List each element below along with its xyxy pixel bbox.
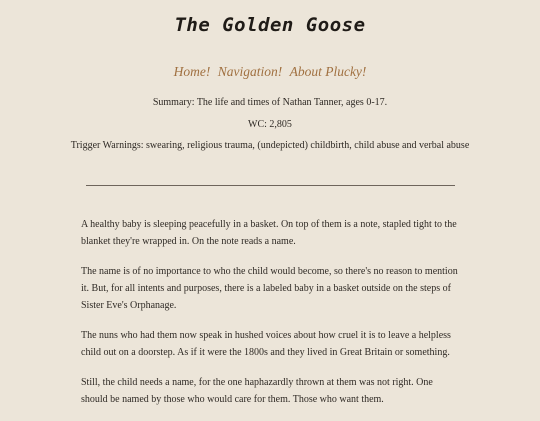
- trigger-warnings: Trigger Warnings: swearing, religious trauma, (undepicted) childbirth, child abuse and verbal abuse: [70, 140, 470, 151]
- divider: [86, 185, 455, 186]
- story-paragraph: A healthy baby is sleeping peacefully in a basket. On top of them is a note, stapled tight to the blanket they're wrapped in. On the note reads a name.: [81, 219, 457, 247]
- story-paragraph: The nuns who had them now speak in hushed voices about how cruel it is to leave a helpless child out on a doorstep. As if it were the 1800s and they lived in Great Britain or something.: [81, 330, 451, 358]
- nav-link-navigation[interactable]: Navigation!: [217, 64, 283, 79]
- nav-bar: [0, 64, 540, 80]
- story-summary: Summary: The life and times of Nathan Tanner, ages 0-17.: [152, 97, 388, 108]
- story-paragraph: Still, the child needs a name, for the one haphazardly thrown at them was not right. One should be named by those who would care for them. Those who want them.: [81, 377, 433, 405]
- nav-link-home[interactable]: Home!: [173, 64, 211, 79]
- story-paragraph: The name is of no importance to who the child would become, so there's no reason to mention it. But, for all intents and purposes, there is a labeled baby in a basket outside on the steps of Sister Eve's Orphanage.: [81, 266, 458, 311]
- word-count: WC: 2,805: [248, 119, 292, 130]
- story-body: [81, 216, 461, 421]
- site-title: The Golden Goose: [174, 14, 366, 36]
- nav-link-about[interactable]: About Plucky!: [289, 64, 367, 79]
